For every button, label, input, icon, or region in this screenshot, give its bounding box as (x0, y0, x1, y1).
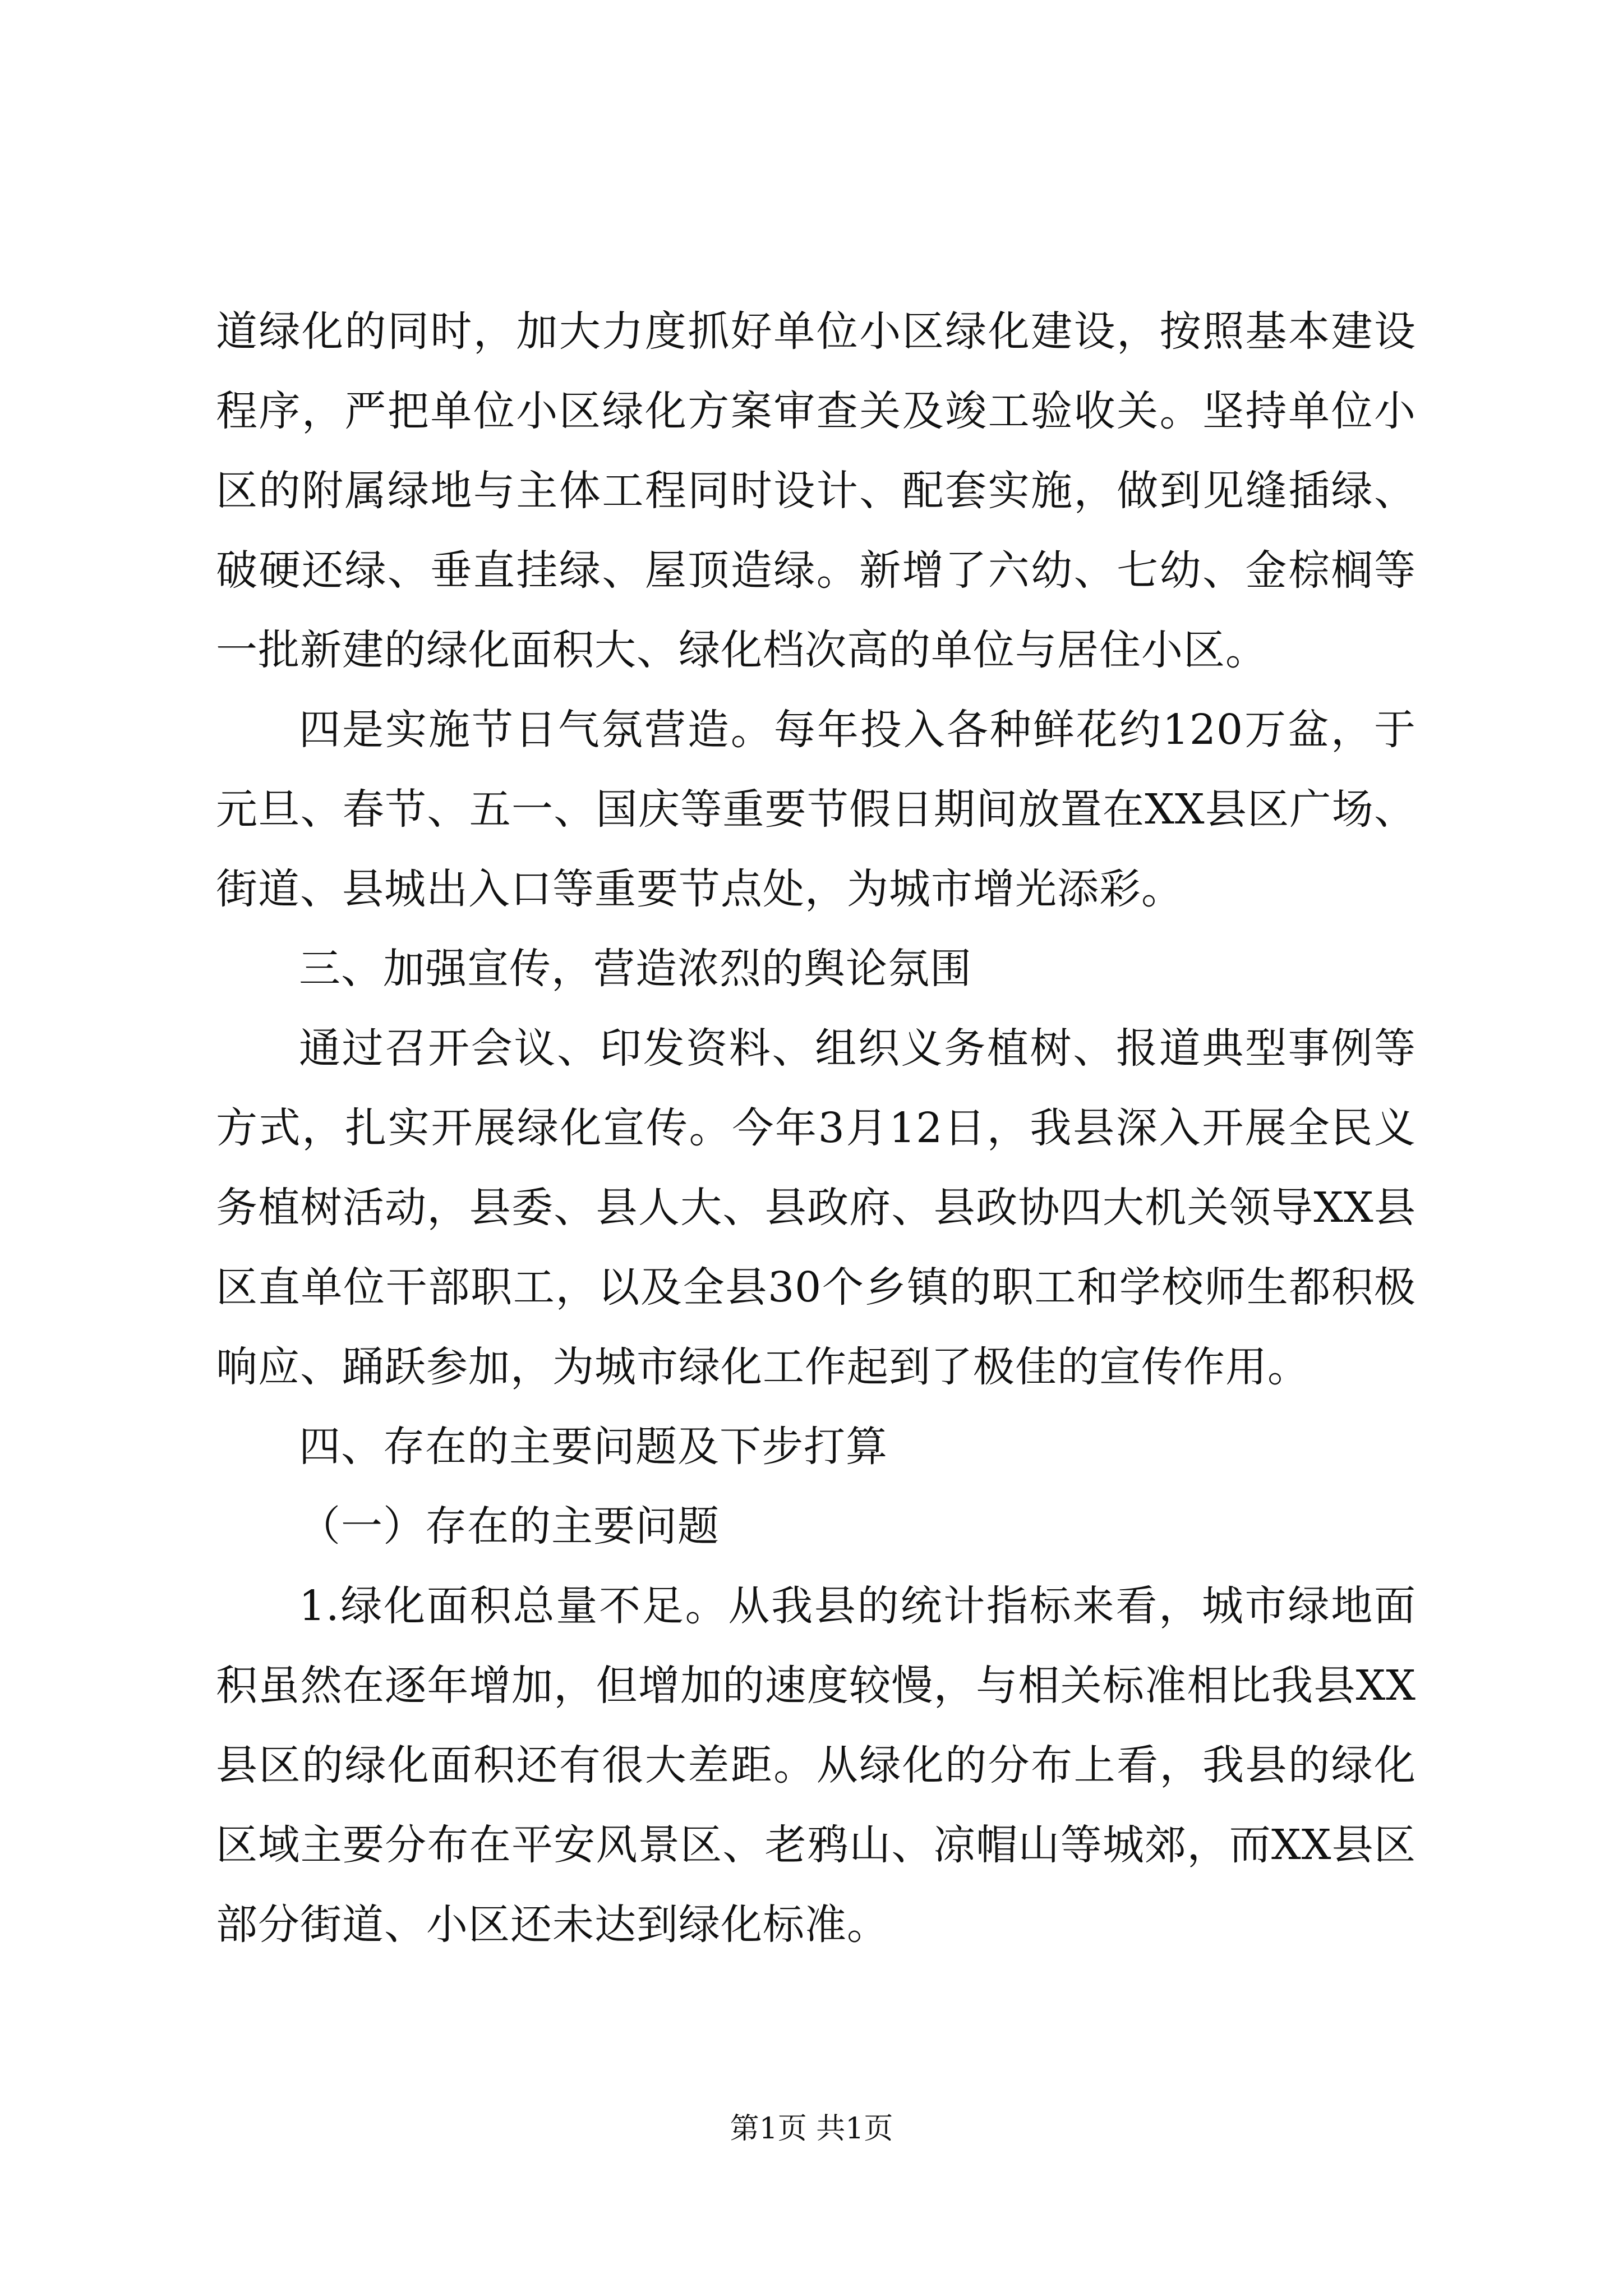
paragraph-festival-flowers: 四是实施节日气氛营造。每年投入各种鲜花约120万盆，于元旦、春节、五一、国庆等重要节假日期间放置在XX县区广场、街道、县城出入口等重要节点处，为城市增光添彩。 (216, 706, 1416, 913)
paragraph-publicity: 通过召开会议、印发资料、组织义务植树、报道典型事例等方式，扎实开展绿化宣传。今年3月12日，我县深入开展全民义务植树活动，县委、县人大、县政府、县政协四大机关领导XX县区直单位干部职工，以及全县30个乡镇的职工和学校师生都积极响应、踊跃参加，为城市绿化工作起到了极佳的宣传作用。 (216, 1024, 1416, 1391)
section-heading-problems: 四、存在的主要问题及下步打算 (299, 1423, 888, 1471)
sub-heading-main-problems: （一）存在的主要问题 (299, 1502, 720, 1550)
document-body (216, 292, 1416, 1964)
paragraph-greening-units: 道绿化的同时，加大力度抓好单位小区绿化建设，按照基本建设程序，严把单位小区绿化方案审查关及竣工验收关。坚持单位小区的附属绿地与主体工程同时设计、配套实施，做到见缝插绿、破硬还绿、垂直挂绿、屋顶造绿。新增了六幼、七幼、金棕榈等一批新建的绿化面积大、绿化档次高的单位与居住小区。 (216, 307, 1416, 674)
paragraph-green-area-shortage: 1.绿化面积总量不足。从我县的统计指标来看，城市绿地面积虽然在逐年增加，但增加的速度较慢，与相关标准相比我县XX县区的绿化面积还有很大差距。从绿化的分布上看，我县的绿化区域主要分布在平安风景区、老鸦山、凉帽山等城郊，而XX县区部分街道、小区还未达到绿化标准。 (216, 1582, 1416, 1949)
page-number-footer: 第1页 共1页 (730, 2112, 893, 2146)
section-heading-publicity: 三、加强宣传，营造浓烈的舆论氛围 (299, 945, 972, 993)
